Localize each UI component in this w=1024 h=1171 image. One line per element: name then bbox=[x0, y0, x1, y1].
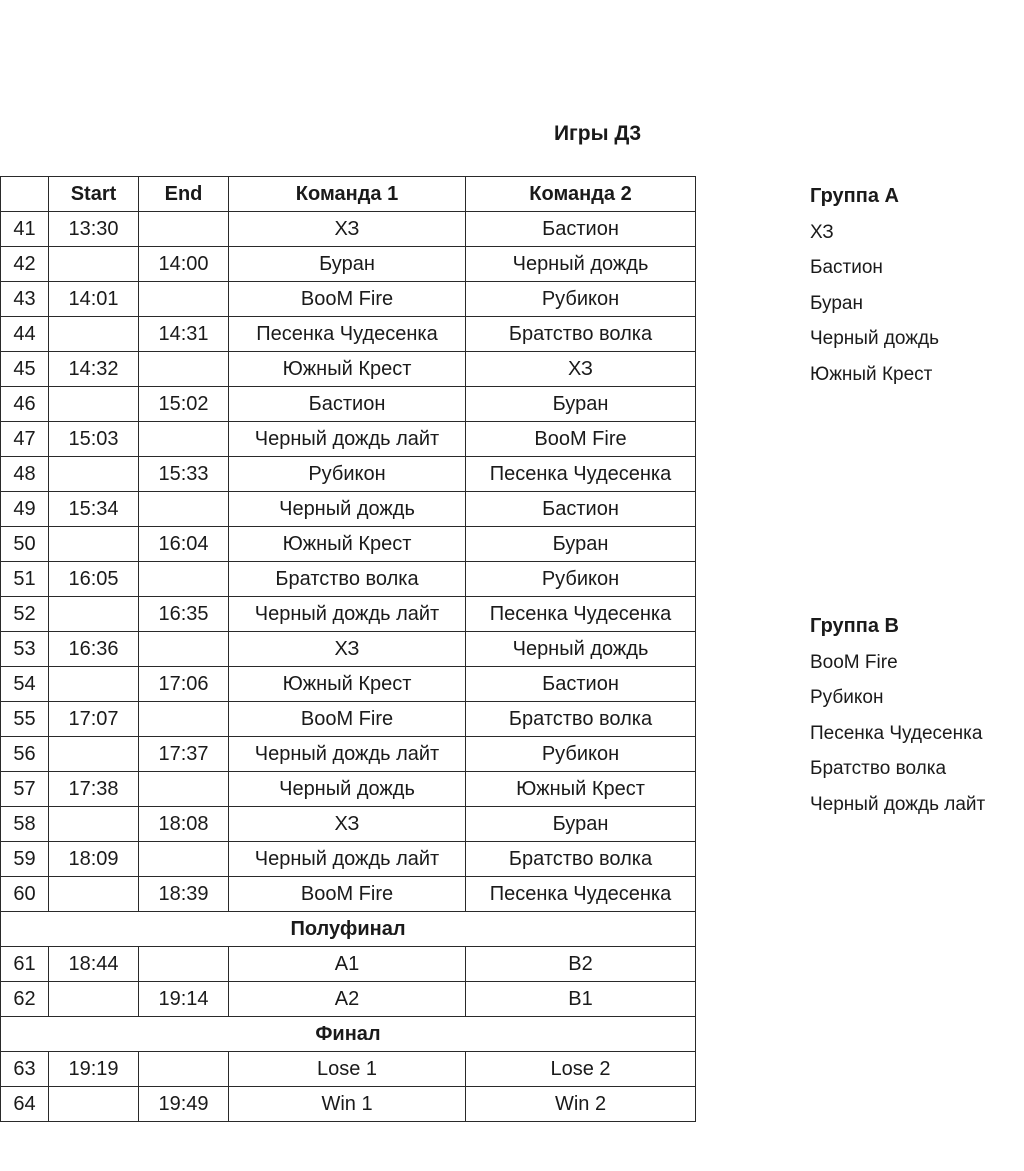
team-2-cell: Win 2 bbox=[466, 1087, 696, 1122]
team-2-cell: Рубикон bbox=[466, 737, 696, 772]
game-number-cell: 63 bbox=[1, 1052, 49, 1087]
group-a-team: Буран bbox=[810, 292, 863, 314]
column-header-team-2: Команда 2 bbox=[466, 177, 696, 212]
game-number-cell: 49 bbox=[1, 492, 49, 527]
team-1-cell: ХЗ bbox=[229, 212, 466, 247]
start-time-cell bbox=[49, 807, 139, 842]
start-time-cell: 15:34 bbox=[49, 492, 139, 527]
team-2-cell: BooM Fire bbox=[466, 422, 696, 457]
team-1-cell: Братство волка bbox=[229, 562, 466, 597]
end-time-cell bbox=[139, 947, 229, 982]
game-number-cell: 59 bbox=[1, 842, 49, 877]
team-1-cell: Южный Крест bbox=[229, 667, 466, 702]
end-time-cell bbox=[139, 562, 229, 597]
table-row bbox=[1, 982, 696, 1017]
start-time-cell bbox=[49, 247, 139, 282]
team-1-cell: Рубикон bbox=[229, 457, 466, 492]
team-1-cell: Черный дождь лайт bbox=[229, 597, 466, 632]
team-2-cell: Бастион bbox=[466, 212, 696, 247]
team-2-cell: B2 bbox=[466, 947, 696, 982]
team-2-cell: Черный дождь bbox=[466, 632, 696, 667]
section-row bbox=[1, 1017, 696, 1052]
start-time-cell bbox=[49, 317, 139, 352]
end-time-cell bbox=[139, 422, 229, 457]
team-1-cell: BooM Fire bbox=[229, 282, 466, 317]
start-time-cell bbox=[49, 527, 139, 562]
team-2-cell: Черный дождь bbox=[466, 247, 696, 282]
game-number-cell: 43 bbox=[1, 282, 49, 317]
end-time-cell bbox=[139, 492, 229, 527]
game-number-cell: 47 bbox=[1, 422, 49, 457]
game-number-cell: 54 bbox=[1, 667, 49, 702]
group-a-team: Бастион bbox=[810, 257, 883, 278]
end-time-cell: 19:14 bbox=[139, 982, 229, 1017]
start-time-cell: 15:03 bbox=[49, 422, 139, 457]
column-header-number bbox=[1, 177, 49, 212]
team-1-cell: Буран bbox=[229, 247, 466, 282]
game-number-cell: 64 bbox=[1, 1087, 49, 1122]
table-row bbox=[1, 387, 696, 422]
table-row bbox=[1, 842, 696, 877]
team-1-cell: A2 bbox=[229, 982, 466, 1017]
table-row bbox=[1, 947, 696, 982]
team-1-cell: Южный Крест bbox=[229, 352, 466, 387]
end-time-cell bbox=[139, 632, 229, 667]
start-time-cell: 19:19 bbox=[49, 1052, 139, 1087]
team-1-cell: Win 1 bbox=[229, 1087, 466, 1122]
team-2-cell: ХЗ bbox=[466, 352, 696, 387]
end-time-cell bbox=[139, 282, 229, 317]
start-time-cell: 18:44 bbox=[49, 947, 139, 982]
group-b-title: Группа В bbox=[810, 615, 899, 637]
table-row bbox=[1, 492, 696, 527]
start-time-cell: 14:01 bbox=[49, 282, 139, 317]
start-time-cell bbox=[49, 737, 139, 772]
end-time-cell: 16:35 bbox=[139, 597, 229, 632]
end-time-cell: 17:06 bbox=[139, 667, 229, 702]
table-row bbox=[1, 282, 696, 317]
end-time-cell bbox=[139, 1052, 229, 1087]
group-b-list bbox=[810, 609, 985, 822]
start-time-cell bbox=[49, 877, 139, 912]
table-row bbox=[1, 1087, 696, 1122]
team-1-cell: A1 bbox=[229, 947, 466, 982]
game-number-cell: 50 bbox=[1, 527, 49, 562]
table-row bbox=[1, 632, 696, 667]
team-2-cell: Южный Крест bbox=[466, 772, 696, 807]
game-number-cell: 48 bbox=[1, 457, 49, 492]
table-row bbox=[1, 527, 696, 562]
team-1-cell: ХЗ bbox=[229, 807, 466, 842]
group-a-title: Группа А bbox=[810, 185, 899, 207]
team-1-cell: Песенка Чудесенка bbox=[229, 317, 466, 352]
game-number-cell: 62 bbox=[1, 982, 49, 1017]
start-time-cell bbox=[49, 597, 139, 632]
group-b-team: Черный дождь лайт bbox=[810, 793, 986, 815]
column-header-end: End bbox=[139, 177, 229, 212]
team-1-cell: Lose 1 bbox=[229, 1052, 466, 1087]
end-time-cell: 15:02 bbox=[139, 387, 229, 422]
section-row bbox=[1, 912, 696, 947]
table-header-row bbox=[1, 177, 696, 212]
team-1-cell: Черный дождь лайт bbox=[229, 737, 466, 772]
table-row bbox=[1, 247, 696, 282]
team-2-cell: Рубикон bbox=[466, 282, 696, 317]
team-1-cell: Бастион bbox=[229, 387, 466, 422]
team-2-cell: Песенка Чудесенка bbox=[466, 597, 696, 632]
start-time-cell: 16:36 bbox=[49, 632, 139, 667]
section-title: Полуфинал bbox=[1, 912, 696, 947]
table-row bbox=[1, 877, 696, 912]
team-1-cell: Черный дождь лайт bbox=[229, 842, 466, 877]
end-time-cell: 14:00 bbox=[139, 247, 229, 282]
section-title: Финал bbox=[1, 1017, 696, 1052]
game-number-cell: 44 bbox=[1, 317, 49, 352]
start-time-cell: 17:38 bbox=[49, 772, 139, 807]
game-number-cell: 57 bbox=[1, 772, 49, 807]
end-time-cell bbox=[139, 842, 229, 877]
end-time-cell: 19:49 bbox=[139, 1087, 229, 1122]
game-number-cell: 51 bbox=[1, 562, 49, 597]
team-1-cell: BooM Fire bbox=[229, 877, 466, 912]
start-time-cell: 14:32 bbox=[49, 352, 139, 387]
table-row bbox=[1, 352, 696, 387]
team-1-cell: Черный дождь bbox=[229, 772, 466, 807]
team-2-cell: Lose 2 bbox=[466, 1052, 696, 1087]
table-row bbox=[1, 737, 696, 772]
end-time-cell: 18:39 bbox=[139, 877, 229, 912]
game-number-cell: 42 bbox=[1, 247, 49, 282]
team-2-cell: Бастион bbox=[466, 492, 696, 527]
team-2-cell: Буран bbox=[466, 807, 696, 842]
team-1-cell: ХЗ bbox=[229, 632, 466, 667]
game-number-cell: 58 bbox=[1, 807, 49, 842]
team-2-cell: Песенка Чудесенка bbox=[466, 457, 696, 492]
start-time-cell bbox=[49, 387, 139, 422]
table-row bbox=[1, 212, 696, 247]
start-time-cell bbox=[49, 1087, 139, 1122]
start-time-cell bbox=[49, 982, 139, 1017]
end-time-cell: 14:31 bbox=[139, 317, 229, 352]
start-time-cell: 17:07 bbox=[49, 702, 139, 737]
game-number-cell: 52 bbox=[1, 597, 49, 632]
game-number-cell: 55 bbox=[1, 702, 49, 737]
group-b-team: Братство волка bbox=[810, 758, 947, 779]
team-2-cell: Братство волка bbox=[466, 702, 696, 737]
group-a-list bbox=[810, 179, 939, 392]
team-1-cell: Черный дождь bbox=[229, 492, 466, 527]
game-number-cell: 46 bbox=[1, 387, 49, 422]
end-time-cell bbox=[139, 702, 229, 737]
team-2-cell: Буран bbox=[466, 387, 696, 422]
table-row bbox=[1, 702, 696, 737]
group-b-team: Рубикон bbox=[810, 687, 884, 708]
table-row bbox=[1, 457, 696, 492]
start-time-cell: 16:05 bbox=[49, 562, 139, 597]
table-row bbox=[1, 597, 696, 632]
game-number-cell: 41 bbox=[1, 212, 49, 247]
end-time-cell: 16:04 bbox=[139, 527, 229, 562]
team-1-cell: BooM Fire bbox=[229, 702, 466, 737]
start-time-cell: 18:09 bbox=[49, 842, 139, 877]
schedule-table bbox=[0, 176, 696, 1122]
game-number-cell: 61 bbox=[1, 947, 49, 982]
game-number-cell: 45 bbox=[1, 352, 49, 387]
game-number-cell: 53 bbox=[1, 632, 49, 667]
table-row bbox=[1, 317, 696, 352]
end-time-cell: 17:37 bbox=[139, 737, 229, 772]
table-row bbox=[1, 422, 696, 457]
end-time-cell: 18:08 bbox=[139, 807, 229, 842]
table-row bbox=[1, 772, 696, 807]
end-time-cell bbox=[139, 772, 229, 807]
game-number-cell: 60 bbox=[1, 877, 49, 912]
table-row bbox=[1, 562, 696, 597]
team-2-cell: Братство волка bbox=[466, 842, 696, 877]
start-time-cell bbox=[49, 667, 139, 702]
start-time-cell bbox=[49, 457, 139, 492]
team-1-cell: Южный Крест bbox=[229, 527, 466, 562]
start-time-cell: 13:30 bbox=[49, 212, 139, 247]
team-2-cell: Братство волка bbox=[466, 317, 696, 352]
end-time-cell bbox=[139, 352, 229, 387]
team-2-cell: Рубикон bbox=[466, 562, 696, 597]
team-2-cell: Бастион bbox=[466, 667, 696, 702]
group-a-team: ХЗ bbox=[810, 221, 834, 243]
game-number-cell: 56 bbox=[1, 737, 49, 772]
table-row bbox=[1, 667, 696, 702]
group-a-team: Черный дождь bbox=[810, 328, 939, 349]
table-row bbox=[1, 1052, 696, 1087]
group-b-team: Песенка Чудесенка bbox=[810, 722, 983, 744]
team-2-cell: Песенка Чудесенка bbox=[466, 877, 696, 912]
column-header-start: Start bbox=[49, 177, 139, 212]
end-time-cell bbox=[139, 212, 229, 247]
team-1-cell: Черный дождь лайт bbox=[229, 422, 466, 457]
group-a-team: Южный Крест bbox=[810, 363, 933, 385]
team-2-cell: B1 bbox=[466, 982, 696, 1017]
table-row bbox=[1, 807, 696, 842]
group-b-team: BooM Fire bbox=[810, 651, 898, 673]
end-time-cell: 15:33 bbox=[139, 457, 229, 492]
column-header-team-1: Команда 1 bbox=[229, 177, 466, 212]
table-body bbox=[1, 212, 696, 1122]
page-title: Игры Д3 bbox=[553, 122, 642, 145]
team-2-cell: Буран bbox=[466, 527, 696, 562]
